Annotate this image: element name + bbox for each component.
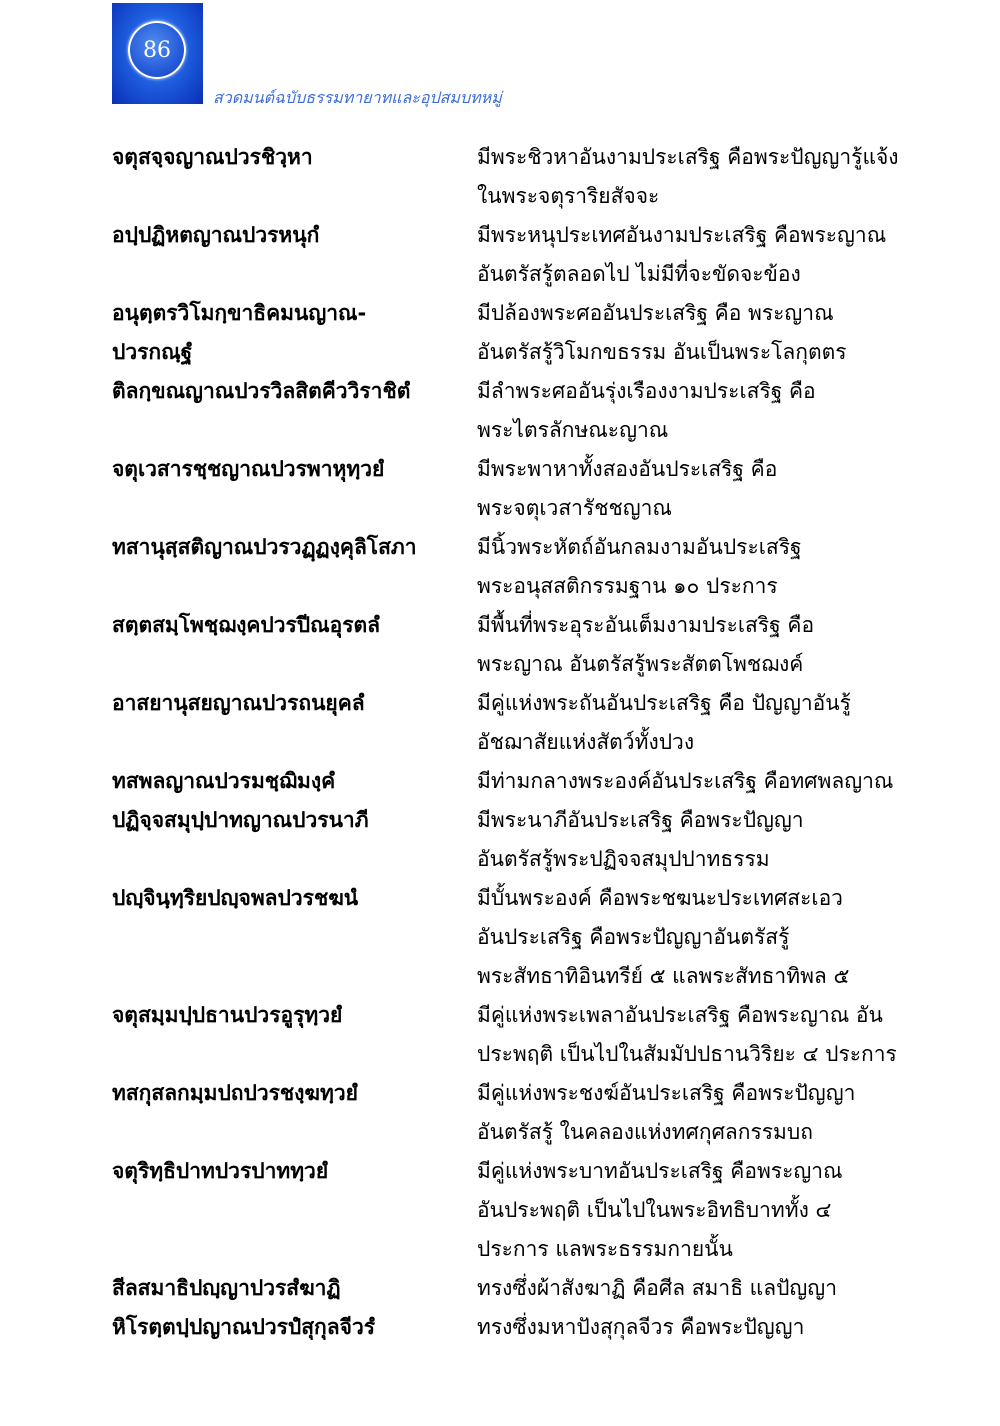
thai-meaning-line: มีคู่แห่งพระบาทอันประเสริฐ คือพระญาณ	[477, 1159, 843, 1183]
pali-term-line: ปญฺจินฺทฺริยปญฺจพลปวรชฆนํ	[112, 886, 359, 910]
chant-entry	[112, 450, 912, 528]
pali-term-line: ทสานุสฺสติญาณปวรวฏฺฏงฺคุลิโสภา	[112, 535, 417, 559]
pali-term	[112, 450, 477, 489]
thai-meaning-line: ทรงซึ่งผ้าสังฆาฏิ คือศีล สมาธิ แลปัญญา	[477, 1276, 837, 1300]
thai-meaning-line: ในพระจตุราริยสัจจะ	[477, 184, 660, 208]
thai-meaning-line: มีบั้นพระองค์ คือพระชฆนะประเทศสะเอว	[477, 886, 843, 910]
thai-meaning-line: มีนิ้วพระหัตถ์อันกลมงามอันประเสริฐ	[477, 535, 802, 559]
thai-meaning-line: มีคู่แห่งพระเพลาอันประเสริฐ คือพระญาณ อัน	[477, 1003, 883, 1027]
pali-term-line: ทสกุสลกมฺมปถปวรชงฺฆทฺวยํ	[112, 1081, 358, 1105]
thai-meaning-line: พระอนุสสติกรรมฐาน ๑๐ ประการ	[477, 574, 778, 598]
pali-term	[112, 1152, 477, 1191]
thai-meaning-line: อันประเสริฐ คือพระปัญญาอันตรัสรู้	[477, 925, 790, 949]
thai-meaning-line: อันประพฤติ เป็นไปในพระอิทธิบาททั้ง ๔	[477, 1198, 832, 1222]
pali-term-line: สีลสมาธิปญฺญาปวรสํฆาฏิ	[112, 1276, 341, 1300]
pali-term	[112, 372, 477, 411]
chant-entry	[112, 996, 912, 1074]
thai-meaning-line: มีปล้องพระศออันประเสริฐ คือ พระญาณ	[477, 301, 834, 325]
thai-meaning-line: มีพื้นที่พระอุระอันเต็มงามประเสริฐ คือ	[477, 613, 815, 637]
page-header	[0, 0, 1000, 115]
thai-meaning-line: พระญาณ อันตรัสรู้พระสัตตโพชฌงค์	[477, 652, 804, 676]
chant-entry	[112, 372, 912, 450]
thai-meaning-line: มีพระหนุประเทศอันงามประเสริฐ คือพระญาณ	[477, 223, 887, 247]
thai-meaning	[477, 216, 912, 294]
thai-meaning	[477, 294, 912, 372]
thai-meaning-line: อันตรัสรู้ตลอดไป ไม่มีที่จะขัดจะข้อง	[477, 262, 801, 286]
thai-meaning	[477, 801, 912, 879]
chant-entry	[112, 1074, 912, 1152]
pali-term	[112, 216, 477, 255]
pali-term	[112, 528, 477, 567]
chant-entry	[112, 684, 912, 762]
thai-meaning	[477, 1269, 912, 1308]
thai-meaning	[477, 606, 912, 684]
book-title: สวดมนต์ฉบับธรรมทายาทและอุปสมบทหมู่	[213, 88, 502, 107]
pali-term-line: ปฏิจฺจสมุปฺปาทญาณปวรนาภี	[112, 808, 369, 832]
chant-entry	[112, 606, 912, 684]
thai-meaning	[477, 996, 912, 1074]
thai-meaning	[477, 1308, 912, 1347]
thai-meaning-line: ประการ แลพระธรรมกายนั้น	[477, 1237, 733, 1261]
thai-meaning-line: พระไตรลักษณะญาณ	[477, 418, 669, 442]
thai-meaning	[477, 762, 912, 801]
chant-entry	[112, 762, 912, 801]
thai-meaning-line: มีพระชิวหาอันงามประเสริฐ คือพระปัญญารู้แจ้ง	[477, 145, 899, 169]
page-number: 86	[143, 37, 171, 63]
thai-meaning-line: อันตรัสรู้พระปฏิจจสมุปปาทธรรม	[477, 847, 770, 871]
pali-term	[112, 879, 477, 918]
chant-entry	[112, 879, 912, 996]
page-number-circle	[128, 21, 186, 79]
pali-term-line: ทสพลญาณปวรมชฺฌิมงฺคํ	[112, 769, 336, 793]
pali-term-line: สตฺตสมฺโพชฺฌงฺคปวรปีณอุรตลํ	[112, 613, 380, 637]
page-number-badge	[112, 3, 203, 104]
thai-meaning	[477, 879, 912, 996]
thai-meaning-line: พระจตุเวสารัชชญาณ	[477, 496, 672, 520]
thai-meaning-line: อัชฌาสัยแห่งสัตว์ทั้งปวง	[477, 730, 695, 754]
thai-meaning	[477, 1152, 912, 1269]
pali-term	[112, 762, 477, 801]
pali-term	[112, 1269, 477, 1308]
thai-meaning-line: อันตรัสรู้วิโมกขธรรม อันเป็นพระโลกุตตร	[477, 340, 847, 364]
chant-entry	[112, 528, 912, 606]
pali-term	[112, 684, 477, 723]
pali-term	[112, 1308, 477, 1347]
pali-term	[112, 606, 477, 645]
pali-term-line: อาสยานุสยญาณปวรถนยุคลํ	[112, 691, 365, 715]
chant-entry	[112, 1152, 912, 1269]
thai-meaning-line: ทรงซึ่งมหาปังสุกุลจีวร คือพระปัญญา	[477, 1315, 805, 1339]
chant-entry	[112, 216, 912, 294]
chant-entry	[112, 1269, 912, 1308]
pali-term-line: จตุสมฺมปฺปธานปวรอูรุทฺวยํ	[112, 1003, 343, 1027]
thai-meaning-line: มีพระพาหาทั้งสองอันประเสริฐ คือ	[477, 457, 778, 481]
pali-term-line: ติลกฺขณญาณปวรวิลสิตคีววิราชิตํ	[112, 379, 411, 403]
pali-term	[112, 996, 477, 1035]
thai-meaning	[477, 372, 912, 450]
chant-entries	[112, 138, 912, 1347]
pali-term-line: จตุสจฺจญาณปวรชิวฺหา	[112, 145, 313, 169]
chant-entry	[112, 294, 912, 372]
pali-term	[112, 294, 477, 372]
pali-term	[112, 801, 477, 840]
thai-meaning-line: มีท่ามกลางพระองค์อันประเสริฐ คือทศพลญาณ	[477, 769, 894, 793]
thai-meaning	[477, 138, 912, 216]
pali-term	[112, 1074, 477, 1113]
thai-meaning-line: ประพฤติ เป็นไปในสัมมัปปธานวิริยะ ๔ ประการ	[477, 1042, 897, 1066]
pali-term	[112, 138, 477, 177]
chant-entry	[112, 1308, 912, 1347]
pali-term-line: หิโรตฺตปฺปญาณปวรปํสุกุลจีวรํ	[112, 1315, 376, 1339]
thai-meaning	[477, 684, 912, 762]
thai-meaning-line: มีพระนาภีอันประเสริฐ คือพระปัญญา	[477, 808, 804, 832]
thai-meaning	[477, 450, 912, 528]
chant-entry	[112, 138, 912, 216]
thai-meaning-line: มีลำพระศออันรุ่งเรืองงามประเสริฐ คือ	[477, 379, 816, 403]
thai-meaning-line: มีคู่แห่งพระชงฆ์อันประเสริฐ คือพระปัญญา	[477, 1081, 856, 1105]
thai-meaning-line: พระสัทธาทิอินทรีย์ ๕ แลพระสัทธาทิพล ๕	[477, 964, 850, 988]
thai-meaning-line: มีคู่แห่งพระถันอันประเสริฐ คือ ปัญญาอันรู้	[477, 691, 851, 715]
pali-term-line: อปฺปฏิหตญาณปวรหนุกํ	[112, 223, 320, 247]
pali-term-line: จตุริทฺธิปาทปวรปาททฺวยํ	[112, 1159, 329, 1183]
pali-term-line: อนุตฺตรวิโมกฺขาธิคมนญาณ-	[112, 301, 367, 325]
thai-meaning-line: อันตรัสรู้ ในคลองแห่งทศกุศลกรรมบถ	[477, 1120, 813, 1144]
pali-term-line: จตุเวสารชฺชญาณปวรพาหุทฺวยํ	[112, 457, 385, 481]
thai-meaning	[477, 528, 912, 606]
thai-meaning	[477, 1074, 912, 1152]
pali-term-line: ปวรกณฺฐํ	[112, 340, 193, 364]
chant-entry	[112, 801, 912, 879]
